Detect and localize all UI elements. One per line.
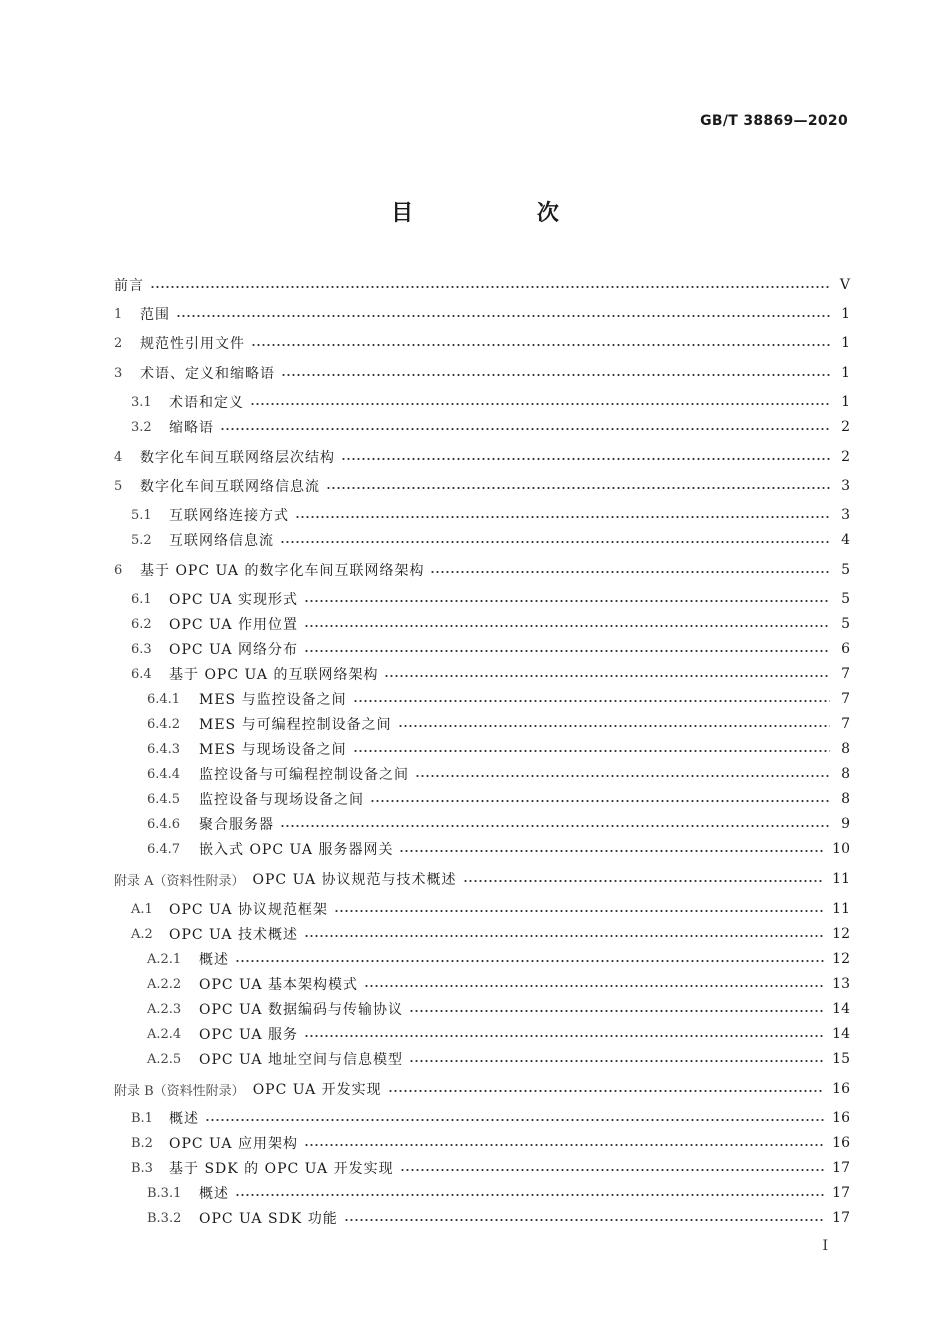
toc-entry[interactable] bbox=[114, 362, 850, 384]
toc-entry-title: MES 与监控设备之间 bbox=[199, 692, 347, 708]
toc-entry-page: 8 bbox=[841, 741, 850, 757]
toc-dot-leader bbox=[430, 571, 830, 573]
toc-entry-page: 13 bbox=[832, 976, 850, 992]
toc-entry-number: 6.3 bbox=[131, 641, 152, 657]
toc-entry-title: OPC UA 服务 bbox=[199, 1027, 298, 1043]
toc-dot-leader bbox=[370, 800, 830, 802]
toc-dot-leader bbox=[399, 850, 824, 852]
toc-entry[interactable] bbox=[114, 504, 850, 526]
toc-entry[interactable] bbox=[114, 391, 850, 413]
toc-entry-title: 聚合服务器 bbox=[199, 817, 274, 833]
toc-dot-leader bbox=[205, 1119, 824, 1121]
toc-entry[interactable] bbox=[114, 973, 850, 995]
toc-entry-page: 1 bbox=[841, 394, 850, 410]
toc-entry[interactable] bbox=[114, 274, 850, 296]
toc-entry[interactable] bbox=[114, 998, 850, 1020]
toc-entry-title: OPC UA 实现形式 bbox=[169, 592, 298, 608]
toc-entry[interactable] bbox=[114, 303, 850, 325]
toc-entry-number: 6.2 bbox=[131, 616, 152, 632]
toc-entry-page: 1 bbox=[841, 365, 850, 381]
toc-entry-page: 12 bbox=[832, 926, 850, 942]
toc-entry[interactable] bbox=[114, 638, 850, 660]
toc-entry-title: 规范性引用文件 bbox=[140, 336, 245, 352]
toc-entry-title: 互联网络信息流 bbox=[169, 533, 274, 549]
toc-entry[interactable] bbox=[114, 838, 850, 860]
toc-entry[interactable] bbox=[114, 1132, 850, 1154]
toc-entry-number: 6 bbox=[114, 562, 123, 578]
toc-entry-number: A.2.4 bbox=[147, 1026, 182, 1042]
toc-entry-title: OPC UA 技术概述 bbox=[169, 927, 298, 943]
toc-dot-leader bbox=[400, 1169, 825, 1171]
toc-dot-leader bbox=[304, 650, 830, 652]
toc-entry-number: A.2.5 bbox=[147, 1051, 182, 1067]
toc-dot-leader bbox=[353, 750, 830, 752]
toc-dot-leader bbox=[176, 315, 830, 317]
toc-entry-number: 5.2 bbox=[131, 532, 152, 548]
toc-entry-number: 附录 A（资料性附录） bbox=[114, 873, 245, 889]
toc-entry-number: 6.1 bbox=[131, 591, 152, 607]
toc-entry-page: 5 bbox=[841, 562, 850, 578]
toc-entry-number: A.2.3 bbox=[147, 1001, 182, 1017]
toc-dot-leader bbox=[364, 985, 824, 987]
toc-entry-page: V bbox=[839, 277, 850, 293]
toc-entry-page: 17 bbox=[832, 1160, 850, 1176]
toc-dot-leader bbox=[220, 428, 830, 430]
toc-dot-leader bbox=[304, 1035, 824, 1037]
toc-entry-page: 16 bbox=[832, 1081, 850, 1097]
toc-entry-title: MES 与可编程控制设备之间 bbox=[199, 717, 392, 733]
toc-entry-title: 数字化车间互联网络信息流 bbox=[140, 479, 320, 495]
toc-entry-title: OPC UA 数据编码与传输协议 bbox=[199, 1002, 403, 1018]
toc-entry-title: OPC UA 作用位置 bbox=[169, 617, 298, 633]
toc-entry-page: 14 bbox=[832, 1001, 850, 1017]
toc-dot-leader bbox=[304, 600, 830, 602]
toc-entry-page: 12 bbox=[832, 951, 850, 967]
toc-dot-leader bbox=[295, 516, 830, 518]
toc-entry-number: A.2.1 bbox=[147, 951, 182, 967]
toc-entry-number: 3 bbox=[114, 365, 123, 381]
toc-entry-title: 监控设备与现场设备之间 bbox=[199, 792, 364, 808]
toc-entry[interactable] bbox=[114, 898, 850, 920]
toc-entry-number: 3.1 bbox=[131, 394, 152, 410]
toc-entry[interactable] bbox=[114, 923, 850, 945]
toc-entry[interactable] bbox=[114, 1207, 850, 1229]
toc-dot-leader bbox=[415, 775, 830, 777]
toc-entry-page: 7 bbox=[841, 716, 850, 732]
toc-entry-page: 2 bbox=[841, 419, 850, 435]
toc-entry-page: 5 bbox=[841, 591, 850, 607]
toc-entry[interactable] bbox=[114, 588, 850, 610]
toc-entry-page: 6 bbox=[841, 641, 850, 657]
toc-dot-leader bbox=[304, 1144, 824, 1146]
toc-entry-title: 概述 bbox=[199, 1186, 229, 1202]
toc-entry-title: OPC UA 应用架构 bbox=[169, 1136, 298, 1152]
toc-entry-page: 1 bbox=[841, 335, 850, 351]
toc-entry-page: 1 bbox=[841, 306, 850, 322]
toc-dot-leader bbox=[409, 1010, 824, 1012]
toc-entry-page: 8 bbox=[841, 791, 850, 807]
toc-dot-leader bbox=[409, 1060, 824, 1062]
footer-page-number: I bbox=[822, 1238, 828, 1254]
toc-entry[interactable] bbox=[114, 663, 850, 685]
toc-entry-number: A.2.2 bbox=[147, 976, 182, 992]
toc-entry[interactable] bbox=[114, 688, 850, 710]
toc-entry-number: A.1 bbox=[131, 901, 153, 917]
toc-entry-title: OPC UA 协议规范框架 bbox=[169, 902, 328, 918]
toc-entry-title: MES 与现场设备之间 bbox=[199, 742, 347, 758]
toc-entry-number: B.3 bbox=[131, 1160, 153, 1176]
toc-entry-number: 6.4.2 bbox=[147, 716, 181, 732]
toc-dot-leader bbox=[384, 675, 830, 677]
toc-dot-leader bbox=[344, 1219, 824, 1221]
toc-entry[interactable] bbox=[114, 1182, 850, 1204]
toc-entry[interactable] bbox=[114, 1048, 850, 1070]
toc-entry[interactable] bbox=[114, 1078, 850, 1100]
toc-entry-title: 基于 OPC UA 的数字化车间互联网络架构 bbox=[140, 563, 425, 579]
toc-entry-title: 基于 SDK 的 OPC UA 开发实现 bbox=[169, 1161, 394, 1177]
toc-entry-number: 6.4.6 bbox=[147, 816, 181, 832]
toc-entry[interactable] bbox=[114, 446, 850, 468]
toc-entry-title: 术语和定义 bbox=[169, 395, 244, 411]
toc-entry-number: 4 bbox=[114, 449, 123, 465]
toc-entry[interactable] bbox=[114, 868, 850, 890]
toc-entry-number: 2 bbox=[114, 335, 123, 351]
toc-entry-title: 前言 bbox=[114, 278, 144, 294]
toc-dot-leader bbox=[280, 541, 830, 543]
toc-entry-number: B.3.2 bbox=[147, 1210, 182, 1226]
toc-entry-page: 8 bbox=[841, 766, 850, 782]
toc-entry-page: 14 bbox=[832, 1026, 850, 1042]
toc-entry-page: 4 bbox=[841, 532, 850, 548]
toc-entry[interactable] bbox=[114, 529, 850, 551]
toc-entry-title: 嵌入式 OPC UA 服务器网关 bbox=[199, 842, 394, 858]
toc-dot-leader bbox=[280, 825, 830, 827]
toc-entry-page: 9 bbox=[841, 816, 850, 832]
toc-entry-number: B.3.1 bbox=[147, 1185, 182, 1201]
toc-entry-page: 17 bbox=[832, 1185, 850, 1201]
toc-entry[interactable] bbox=[114, 416, 850, 438]
toc-entry-page: 10 bbox=[832, 841, 850, 857]
toc-entry-number: B.1 bbox=[131, 1110, 153, 1126]
toc-entry-number: 6.4 bbox=[131, 666, 152, 682]
toc-entry-title: 范围 bbox=[140, 307, 170, 323]
toc-dot-leader bbox=[304, 625, 830, 627]
toc-entry-number: 1 bbox=[114, 306, 123, 322]
toc-entry-page: 11 bbox=[832, 901, 850, 917]
toc-entry-title: 互联网络连接方式 bbox=[169, 508, 289, 524]
toc-dot-leader bbox=[150, 286, 830, 288]
toc-dot-leader bbox=[388, 1090, 824, 1092]
toc-entry-page: 15 bbox=[832, 1051, 850, 1067]
toc-entry-title: 数字化车间互联网络层次结构 bbox=[140, 450, 335, 466]
toc-entry[interactable] bbox=[114, 948, 850, 970]
toc-entry[interactable] bbox=[114, 613, 850, 635]
toc-entry-number: B.2 bbox=[131, 1135, 153, 1151]
toc-entry-title: OPC UA 协议规范与技术概述 bbox=[252, 872, 457, 888]
standard-code: GB/T 38869—2020 bbox=[700, 113, 848, 129]
toc-entry-page: 16 bbox=[832, 1135, 850, 1151]
toc-entry-page: 5 bbox=[841, 616, 850, 632]
page-title: 目 次 bbox=[391, 201, 617, 226]
toc-entry-page: 2 bbox=[841, 449, 850, 465]
toc-dot-leader bbox=[341, 458, 830, 460]
toc-entry-page: 17 bbox=[832, 1210, 850, 1226]
toc-dot-leader bbox=[281, 374, 830, 376]
toc-entry[interactable] bbox=[114, 763, 850, 785]
toc-entry-title: 概述 bbox=[169, 1111, 199, 1127]
toc-entry[interactable] bbox=[114, 788, 850, 810]
toc-entry-number: 6.4.1 bbox=[147, 691, 181, 707]
toc-dot-leader bbox=[326, 487, 830, 489]
toc-entry-title: 概述 bbox=[199, 952, 229, 968]
toc-entry-page: 3 bbox=[841, 507, 850, 523]
toc-entry-number: 附录 B（资料性附录） bbox=[114, 1083, 245, 1099]
toc-entry[interactable] bbox=[114, 1157, 850, 1179]
toc-dot-leader bbox=[235, 1194, 824, 1196]
toc-entry-title: 基于 OPC UA 的互联网络架构 bbox=[169, 667, 379, 683]
toc-dot-leader bbox=[463, 880, 825, 882]
toc-entry-title: 术语、定义和缩略语 bbox=[140, 366, 275, 382]
toc-entry-page: 7 bbox=[841, 666, 850, 682]
toc-entry-title: OPC UA 基本架构模式 bbox=[199, 977, 358, 993]
toc-dot-leader bbox=[304, 935, 824, 937]
toc-entry-number: 6.4.3 bbox=[147, 741, 181, 757]
toc-entry-number: 5.1 bbox=[131, 507, 152, 523]
toc-dot-leader bbox=[398, 725, 830, 727]
toc-entry[interactable] bbox=[114, 813, 850, 835]
toc-entry-title: OPC UA 网络分布 bbox=[169, 642, 298, 658]
toc-entry-number: 6.4.5 bbox=[147, 791, 181, 807]
toc-dot-leader bbox=[235, 960, 824, 962]
toc-entry-title: 监控设备与可编程控制设备之间 bbox=[199, 767, 409, 783]
toc-entry-title: OPC UA 地址空间与信息模型 bbox=[199, 1052, 403, 1068]
toc-entry-page: 7 bbox=[841, 691, 850, 707]
toc-entry-number: 5 bbox=[114, 478, 123, 494]
toc-entry[interactable] bbox=[114, 332, 850, 354]
toc-entry-title: OPC UA SDK 功能 bbox=[199, 1211, 338, 1227]
toc-entry-title: 缩略语 bbox=[169, 420, 214, 436]
toc-entry[interactable] bbox=[114, 738, 850, 760]
toc-dot-leader bbox=[334, 910, 824, 912]
toc-entry-number: 3.2 bbox=[131, 419, 152, 435]
toc-entry[interactable] bbox=[114, 559, 850, 581]
toc-entry-number: A.2 bbox=[131, 926, 153, 942]
toc-entry-page: 11 bbox=[832, 871, 850, 887]
toc-entry-number: 6.4.7 bbox=[147, 841, 181, 857]
toc-entry-page: 16 bbox=[832, 1110, 850, 1126]
toc-entry-title: OPC UA 开发实现 bbox=[252, 1082, 382, 1098]
toc-dot-leader bbox=[250, 403, 830, 405]
toc-dot-leader bbox=[353, 700, 830, 702]
toc-entry-page: 3 bbox=[841, 478, 850, 494]
toc-entry[interactable] bbox=[114, 475, 850, 497]
toc-entry[interactable] bbox=[114, 713, 850, 735]
toc-entry[interactable] bbox=[114, 1023, 850, 1045]
toc-entry-number: 6.4.4 bbox=[147, 766, 181, 782]
toc-dot-leader bbox=[251, 344, 830, 346]
toc-entry[interactable] bbox=[114, 1107, 850, 1129]
